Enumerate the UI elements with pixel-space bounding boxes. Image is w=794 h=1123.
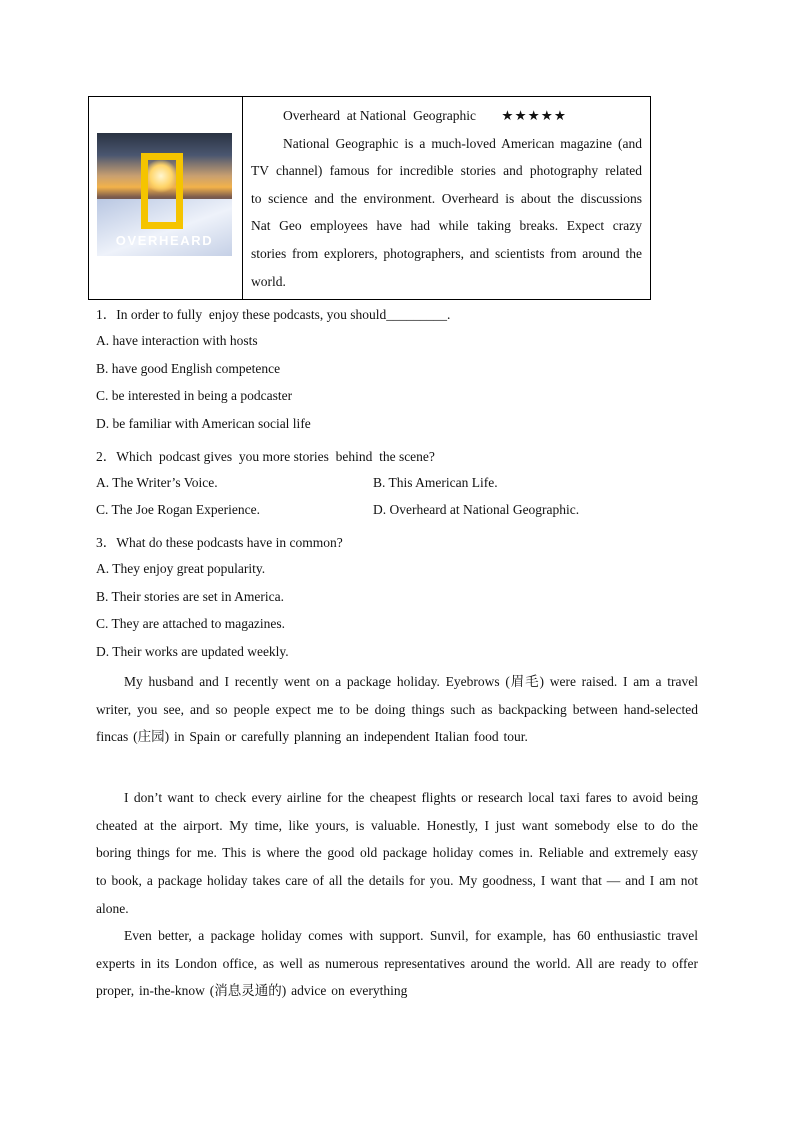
- q1-option-b: B. have good English competence: [96, 361, 281, 376]
- passage-paragraph-2: I don’t want to check every airline for the cheapest flights or research local taxi fares to avoid being cheated at the airport. My time, like yours, is valuable. Honestly, I just want somebody else to do the boring things for me. This is where the good old package holiday comes in. Reliable and extremely easy to book, a package holiday takes care of all the details for you. My goodness, I want that — and I am not alone.: [96, 790, 698, 916]
- question-text: What do these podcasts have in common?: [116, 535, 343, 550]
- question-number: 2．: [96, 449, 117, 464]
- podcast-image-cell: [89, 97, 243, 299]
- podcast-info-table: [88, 96, 651, 300]
- question-2: [96, 445, 435, 465]
- podcast-description: National Geographic is a much-loved American magazine (and TV channel) famous for incredible stories and photography related to science and the environment. Overheard is about the discussions Nat Geo employees have had while taking breaks. Expect crazy stories from explorers, photographers, and scientists from around the world.: [251, 135, 642, 289]
- question-1: [96, 303, 450, 323]
- q1-option-c: C. be interested in being a podcaster: [96, 388, 293, 403]
- nat-geo-yellow-frame-icon: [141, 153, 183, 229]
- q3-option-d: D. Their works are updated weekly.: [96, 644, 289, 659]
- q3-option-c: C. They are attached to magazines.: [96, 616, 286, 631]
- podcast-title-line: [251, 102, 642, 130]
- question-number: 1．: [96, 307, 117, 322]
- overheard-cover-image: [97, 133, 232, 256]
- q1-option-a: A. have interaction with hosts: [96, 333, 258, 348]
- cover-caption: OVERHEARD: [115, 233, 214, 248]
- q1-option-d: D. be familiar with American social life: [96, 416, 311, 431]
- rating-stars: ★★★★★: [501, 108, 567, 123]
- q2-option-b: B. This American Life.: [373, 475, 498, 490]
- q2-option-a: A. The Writer’s Voice.: [96, 475, 218, 490]
- question-text: In order to fully enjoy these podcasts, you should: [116, 307, 387, 322]
- answer-blank: _________.: [386, 307, 451, 322]
- question-number: 3．: [96, 535, 117, 550]
- podcast-description-cell: [243, 97, 650, 299]
- podcast-title: Overheard at National Geographic: [283, 108, 477, 123]
- q3-option-a: A. They enjoy great popularity.: [96, 561, 266, 576]
- q2-option-c: C. The Joe Rogan Experience.: [96, 502, 260, 517]
- passage-paragraph-3: Even better, a package holiday comes with support. Sunvil, for example, has 60 enthusiastic travel experts in its London office, as well as numerous representatives around the world. All are ready to offer proper, in-the-know (消息灵通的) advice on everything: [96, 928, 698, 999]
- question-3: [96, 531, 343, 551]
- passage-paragraph-1: My husband and I recently went on a package holiday. Eyebrows (眉毛) were raised. I am a travel writer, you see, and so people expect me to be doing things such as backpacking between hand-selected fincas (庄园) in Spain or carefully planning an independent Italian food tour.: [96, 674, 698, 745]
- q2-option-d: D. Overheard at National Geographic.: [373, 502, 580, 517]
- q3-option-b: B. Their stories are set in America.: [96, 589, 284, 604]
- question-text: Which podcast gives you more stories behind the scene?: [116, 449, 435, 464]
